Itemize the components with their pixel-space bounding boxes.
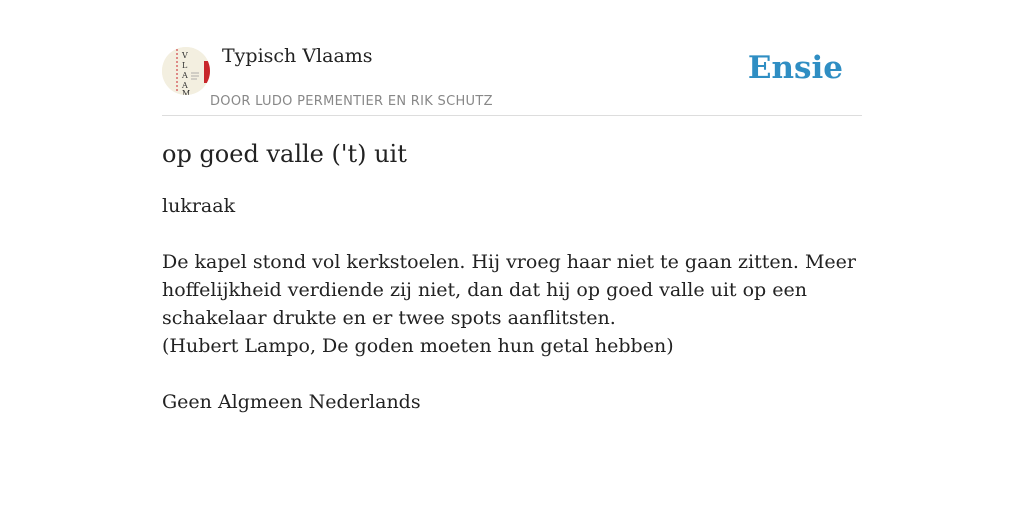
spacer (162, 220, 862, 248)
entry-header (162, 0, 862, 116)
svg-text:M: M (182, 89, 191, 95)
entry-meaning: lukraak (162, 195, 236, 217)
svg-text:V: V (182, 51, 188, 60)
entry-example-source: (Hubert Lampo, De goden moeten hun getal hebben) (162, 335, 674, 357)
spacer (162, 360, 862, 388)
book-authors: DOOR LUDO PERMENTIER EN RIK SCHUTZ (210, 94, 493, 109)
book-cover-avatar[interactable] (162, 47, 210, 95)
svg-text:A: A (182, 71, 188, 80)
entry-body (162, 192, 862, 416)
entry-note: Geen Algmeen Nederlands (162, 391, 421, 413)
entry-term: op goed valle ('t) uit (162, 140, 407, 168)
book-title-link[interactable]: Typisch Vlaams (222, 45, 373, 67)
book-cover-image (162, 47, 210, 95)
ensie-logo[interactable]: Ensie (747, 50, 843, 86)
entry-example-quote: De kapel stond vol kerkstoelen. Hij vroeg haar niet te gaan zitten. Meer hoffelijkheid verdiende zij niet, dan dat hij op goed valle uit op een schakelaar drukte en er twee spots aanflitsten. (162, 251, 856, 329)
svg-text:A: A (182, 81, 188, 90)
svg-text:L: L (182, 61, 188, 70)
entry-card (162, 0, 862, 512)
